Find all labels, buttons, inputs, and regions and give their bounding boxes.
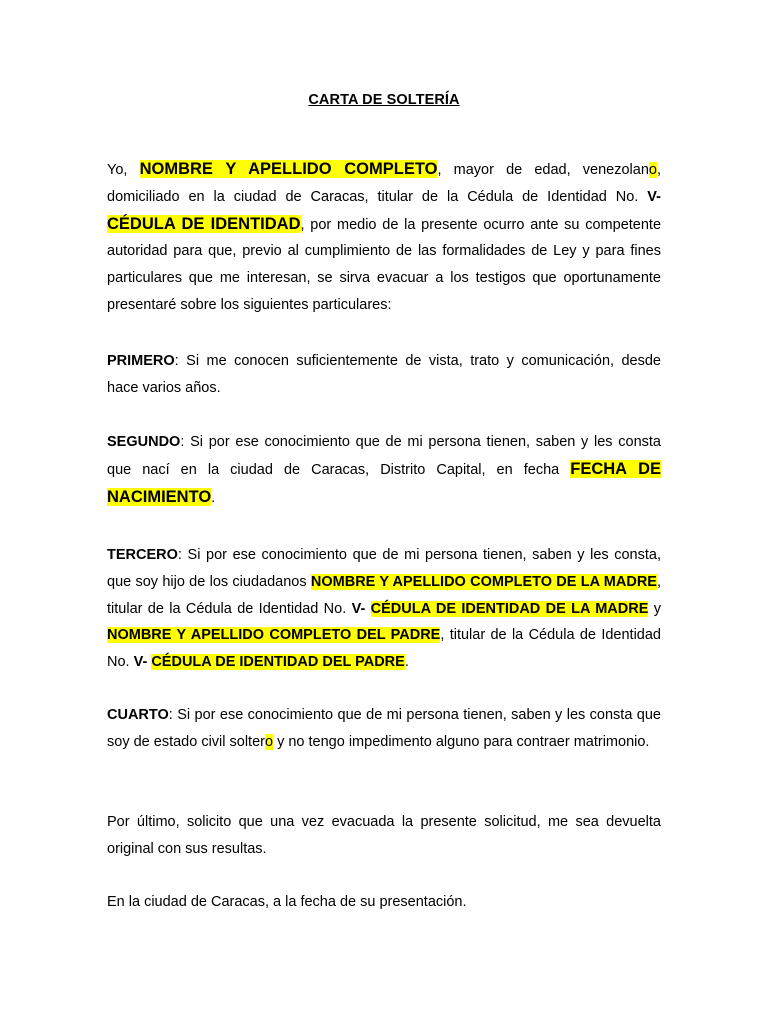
placeholder-full-name: NOMBRE Y APELLIDO COMPLETO: [139, 160, 438, 178]
cuarto-text: y no tengo impedimento alguno para contraer matrimonio.: [273, 733, 650, 750]
tercero-text: : Si por ese conocimiento que de mi persona tienen, saben y les consta, que soy hijo de los ciudadanos: [107, 547, 661, 590]
cuarto-text: : Si por ese conocimiento que de mi persona tienen, saben y les consta que soy de estado civil solter: [107, 707, 661, 750]
intro-text: Yo,: [107, 162, 140, 178]
placeholder-birth-date: FECHA DE NACIMIENTO: [107, 459, 661, 506]
tercero-text: y: [648, 600, 661, 617]
id-prefix: V-: [351, 600, 366, 617]
placeholder-father-id: CÉDULA DE IDENTIDAD DEL PADRE: [151, 654, 405, 671]
placeholder-father-name: NOMBRE Y APELLIDO COMPLETO DEL PADRE: [107, 627, 441, 644]
intro-text: , mayor de edad, venezolan: [437, 162, 649, 178]
intro-text: , domiciliado en la ciudad de Caracas, titular de la Cédula de Identidad No.: [107, 162, 662, 205]
document-title: CARTA DE SOLTERÍA: [308, 92, 460, 108]
primero-paragraph: [107, 348, 661, 402]
id-prefix: V-: [133, 654, 148, 671]
primero-label: PRIMERO: [107, 353, 175, 369]
ultimo-paragraph: Por último, solicito que una vez evacuada la presente solicitud, me sea devuelta original con sus resultas.: [107, 814, 661, 857]
intro-text: , por medio de la presente ocurro ante su competente autoridad para que, previo al cumplimiento de las formalidades de Ley y para fines particulares que me interesan, se sirva evacuar a los testigos que oportunamente presentaré sobre los siguientes particulares:: [107, 216, 662, 313]
placeholder-mother-name: NOMBRE Y APELLIDO COMPLETO DE LA MADRE: [310, 573, 657, 590]
tercero-paragraph: TERCERO: Si por ese conocimiento que de mi persona tienen, saben y les consta, que soy hijo de los ciudadanos NOMBRE Y APELLIDO COMPLETO DE LA MADRE, titular de la Cédula de Identidad No. V- CÉDULA DE IDENTIDAD DE LA MADRE y NOMBRE Y APELLIDO COMPLETO DEL PADRE, titular de la Cédula de Identidad No. V- CÉDULA DE IDENTIDAD DEL PADRE.: [107, 547, 661, 671]
segundo-label: SEGUNDO: [107, 434, 181, 450]
placeholder-id-number: CÉDULA DE IDENTIDAD: [107, 214, 301, 233]
cuarto-label: CUARTO: [107, 707, 169, 723]
segundo-paragraph: SEGUNDO: Si por ese conocimiento que de mi persona tienen, saben y les consta que nací en la ciudad de Caracas, Distrito Capital, en fecha FECHA DE NACIMIENTO.: [107, 434, 661, 506]
closing-paragraph: En la ciudad de Caracas, a la fecha de su presentación.: [107, 894, 467, 910]
tercero-text: , titular de la Cédula de Identidad No.: [107, 573, 661, 617]
tercero-label: TERCERO: [107, 547, 178, 563]
primero-text: : Si me conocen suficientemente de vista, trato y comunicación, desde hace varios años.: [107, 353, 661, 396]
cuarto-paragraph: [107, 702, 661, 756]
placeholder-gender-suffix: o: [264, 733, 274, 750]
placeholder-mother-id: CÉDULA DE IDENTIDAD DE LA MADRE: [370, 600, 649, 617]
intro-paragraph: [107, 156, 661, 319]
id-prefix: V-: [647, 188, 661, 205]
segundo-text: : Si por ese conocimiento que de mi persona tienen, saben y les consta que nací en la ciudad de Caracas, Distrito Capital, en fecha: [107, 434, 661, 478]
placeholder-gender-suffix: o: [648, 162, 657, 178]
tercero-text: , titular de la Cédula de Identidad No.: [107, 627, 661, 671]
